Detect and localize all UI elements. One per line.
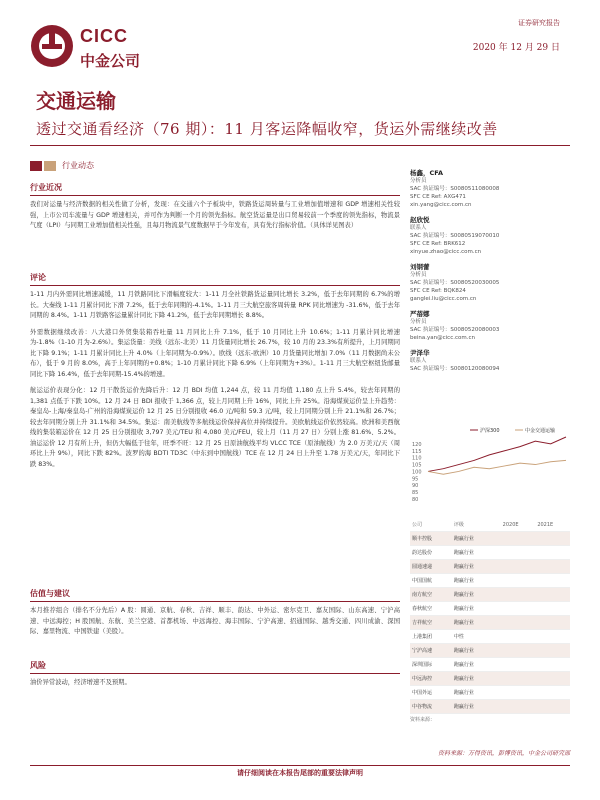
table-cell: 跑赢行业 <box>452 700 494 714</box>
table-row <box>410 532 570 546</box>
analyst-email[interactable]: beina.yan@cicc.com.cn <box>410 335 475 341</box>
logo-text-en: CICC <box>80 26 128 46</box>
table-row <box>410 546 570 560</box>
table-cell: 吉祥航空 <box>410 616 452 630</box>
analyst-name: 刘钢蕾 <box>410 263 430 271</box>
report-date: 2020 年 12 月 29 日 <box>472 43 560 53</box>
rating-table <box>410 518 570 723</box>
analyst-sfc: SFC CE Ref: AXG471 <box>410 194 466 200</box>
table-cell <box>501 686 536 700</box>
table-cell: 跑赢行业 <box>452 574 494 588</box>
report-type: 证券研究报告 <box>518 19 560 27</box>
table-cell <box>494 546 501 560</box>
analyst-name: 严蓓娜 <box>410 310 430 318</box>
tag-block-icon <box>30 161 42 171</box>
table-cell: 跑赢行业 <box>452 532 494 546</box>
table-cell: 跑赢行业 <box>452 658 494 672</box>
legal-disclaimer: 请仔细阅读在本报告尾部的重要法律声明 <box>237 769 363 777</box>
table-cell <box>535 574 570 588</box>
table-cell <box>494 532 501 546</box>
table-row <box>410 644 570 658</box>
table-cell <box>494 574 501 588</box>
table-cell: 跑赢行业 <box>452 588 494 602</box>
table-row <box>410 518 570 532</box>
table-cell: 韵达股份 <box>410 546 452 560</box>
valuation-heading: 估值与建议 <box>30 588 400 602</box>
table-cell <box>494 700 501 714</box>
analyst-email[interactable]: ganglei.liu@cicc.com.cn <box>410 296 477 302</box>
table-cell: 中国外运 <box>410 686 452 700</box>
table-cell <box>494 644 501 658</box>
table-cell <box>501 574 536 588</box>
report-title: 透过交通看经济（76 期）：11 月客运降幅收窄，货运外需继续改善 <box>36 120 498 138</box>
analyst-sac: SAC 执证编号：S0080120080094 <box>410 366 500 372</box>
table-cell <box>535 630 570 644</box>
section-comment <box>30 272 400 470</box>
table-row <box>410 616 570 630</box>
table-cell: 中远海控 <box>410 672 452 686</box>
analyst-card <box>410 309 570 342</box>
analyst-name: 尹泽华 <box>410 349 430 357</box>
table-source: 资料来源： <box>410 717 436 723</box>
analyst-role: 分析员 <box>410 272 427 278</box>
analyst-role: 联系人 <box>410 225 427 231</box>
table-cell: 跑赢行业 <box>452 644 494 658</box>
comment-paragraph-3: 航运运价表现分化：12 月干散货运价先降后升：12 月 BDI 均值 1,244 点，较 11 月均值 1,180 点上升 5.4%，较去年同期的 1,381 点低于下跌 10%。12 月 24 日 BDI 报收于 1,366 点，较上月同期上升 16%，同比上升 25%。沿海煤炭运价呈上升趋势：秦皇岛-上海/秦皇岛-广州的沿海煤炭运价 12 月 25 日分别报收 46.0 元/吨和 59.3 元/吨，较上月同期分别上升 21.1%和 26.7%；较去年同期分别上升 31.1%和 34.5%。集运：南美航线等多航线运价保持高位并持续提升。美欧航线运价依然较高。欧洲和美西航线的集装箱运价在 12 月 25 日分别报收 3,797 美元/TEU 和 4,080 美元/FEU，较上月（11 月 27 日）分别上涨 81.6%、5.2%。油运运价 12 月有所上升，但仍大幅低于往年，旺季不旺：12 月 25 日原油航线平均 VLCC TCE（原油航线）为 2.0 万美元/天（周环比上升 9%），同比下跌 82%。波罗的海 BDTI TD3C（中东到中国航线）TCE 在 12 月 24 日上升至 1.78 万美元/天，年同比下跌 83%。 <box>30 387 400 468</box>
y-tick-label: 110 <box>412 455 422 462</box>
analyst-card <box>410 168 570 209</box>
table-cell: 评级 <box>452 518 494 532</box>
analyst-sac: SAC 执证编号：S0080520080003 <box>410 327 500 333</box>
table-cell: 中谷物流 <box>410 700 452 714</box>
y-tick-label: 80 <box>412 497 419 503</box>
table-cell <box>501 560 536 574</box>
analyst-email[interactable]: xinyue.zhao@cicc.com.cn <box>410 249 482 255</box>
table-cell: 跑赢行业 <box>452 602 494 616</box>
table-cell: 跑赢行业 <box>452 672 494 686</box>
table-cell: 公司 <box>410 518 452 532</box>
table-row <box>410 574 570 588</box>
performance-chart <box>410 425 570 505</box>
table-cell <box>535 532 570 546</box>
analyst-name: 赵欣悦 <box>410 216 430 224</box>
table-row <box>410 700 570 714</box>
cicc-logo-mark-icon <box>30 24 74 68</box>
y-tick-label: 90 <box>412 483 419 490</box>
section-overview <box>30 182 400 232</box>
table-cell <box>494 560 501 574</box>
table-cell: 春秋航空 <box>410 602 452 616</box>
table-cell <box>535 658 570 672</box>
series-line <box>428 437 566 471</box>
table-cell <box>494 616 501 630</box>
table-cell <box>535 546 570 560</box>
y-tick-label: 100 <box>412 469 422 476</box>
table-cell <box>535 686 570 700</box>
table-cell <box>501 546 536 560</box>
table-cell <box>535 602 570 616</box>
table-row <box>410 588 570 602</box>
table-cell <box>501 644 536 658</box>
performance-chart-svg <box>410 425 570 505</box>
table-cell <box>535 560 570 574</box>
analyst-list <box>410 168 570 379</box>
risk-paragraph: 油价异常波动，经济增速不及预期。 <box>30 679 131 686</box>
table-row <box>410 560 570 574</box>
risk-heading: 风险 <box>30 660 400 674</box>
analyst-role: 分析员 <box>410 319 427 325</box>
table-cell <box>494 686 501 700</box>
y-tick-label: 105 <box>412 462 422 469</box>
analyst-sac: SAC 执证编号：S0080511080008 <box>410 186 500 192</box>
cicc-logo <box>30 20 180 75</box>
overview-heading: 行业近况 <box>30 182 400 196</box>
section-valuation <box>30 588 400 638</box>
table-cell: 中性 <box>452 630 494 644</box>
table-row <box>410 602 570 616</box>
analyst-card <box>410 215 570 256</box>
table-cell <box>501 616 536 630</box>
analyst-name: 杨鑫，CFA <box>410 169 443 177</box>
table-cell: 跑赢行业 <box>452 560 494 574</box>
analyst-sfc: SFC CE Ref: BQK824 <box>410 288 466 294</box>
table-cell <box>535 644 570 658</box>
table-cell <box>535 616 570 630</box>
tag-label: 行业动态 <box>62 161 94 170</box>
table-cell <box>535 700 570 714</box>
table-cell <box>535 588 570 602</box>
table-cell <box>501 532 536 546</box>
sector-title: 交通运输 <box>36 89 116 113</box>
overview-paragraph: 我们对运量与经济数据的相关性做了分析，发现：在交通六个子板块中，铁路货运周转量与工业增加值增速和 GDP 增速相关性较强，上市公司车流量与 GDP 增速相关，并可作为判断一个月的领先指标。航空货运量是出口贸易较前一个季度的领先指标，物流景气度（LPI）与同期工业增加值相关性强，且每月物流景气度数据早于今年发布，具有先行指标价值。（具体详见图表） <box>30 201 400 229</box>
table-cell: 南方航空 <box>410 588 452 602</box>
table-cell: 宁沪高速 <box>410 644 452 658</box>
report-tag <box>30 155 94 174</box>
y-tick-label: 120 <box>412 441 422 448</box>
section-risk <box>30 660 400 689</box>
analyst-sfc: SFC CE Ref: BRK612 <box>410 241 466 247</box>
analyst-email[interactable]: xin.yang@cicc.com.cn <box>410 202 472 208</box>
analyst-role: 分析员 <box>410 178 427 184</box>
title-divider <box>30 145 570 146</box>
data-source-note: 资料来源：万得资讯，彭博资讯，中金公司研究部 <box>437 750 570 757</box>
y-tick-label: 95 <box>412 476 419 483</box>
valuation-paragraph: 本月推荐组合（排名不分先后）A 股：圆通、京航、春秋、吉祥、顺丰、韵达、中外运、密尔克卫、嘉友国际、山东高速、宁沪高速、中远海控；H 股国航、东航、美兰空港、首都机场、中远海控、海丰国际、宁沪高速、招通国际、越秀交通、四川成渝、深国际、嘉里物流、中国铁建（美股）。 <box>30 607 400 635</box>
table-cell <box>501 658 536 672</box>
table-cell: 跑赢行业 <box>452 686 494 700</box>
comment-paragraph-2: 外需数据继续改善：八大港口外贸集装箱吞吐量 11 月同比上升 7.1%，低于 10 月同比上升 10.6%；1-11 月累计同比增速为-1.8%（1-10 月为-2.6%）。集运货量：美线（远东-北美）11 月货量同比增长 26.7%，较 10 月的 23.3%有所提升，上月同期同比下降 9.1%；1-11 月累计同比上升 4.0%（上年同期为-0.9%）。欧线（远东-欧洲）10 月货量同比增加 7.0%（11 月数据尚未公布），低于 9 月的 8.0%，高于上年同期的+0.8%；1-10 月累计同比下降 6.9%（上年同期为+3%）。1-11 月三大航空枢纽货邮量同比下降 16.4%，低于去年同期-15.4%的增速。 <box>30 328 400 378</box>
table-cell <box>501 672 536 686</box>
table-cell <box>494 602 501 616</box>
table-cell <box>494 630 501 644</box>
table-cell <box>494 588 501 602</box>
table-cell: 深圳国际 <box>410 658 452 672</box>
table-cell <box>535 672 570 686</box>
table-cell: 跑赢行业 <box>452 546 494 560</box>
table-cell: 2021E <box>535 518 570 532</box>
table-cell <box>494 518 501 532</box>
tag-block-icon-2 <box>44 161 56 171</box>
table-row <box>410 686 570 700</box>
analyst-role: 联系人 <box>410 358 427 364</box>
legend-label: 沪深300 <box>480 428 500 434</box>
table-cell: 顺丰控股 <box>410 532 452 546</box>
table-cell: 跑赢行业 <box>452 616 494 630</box>
table-cell: 中国国航 <box>410 574 452 588</box>
table-cell: 圆通速递 <box>410 560 452 574</box>
table-cell <box>501 602 536 616</box>
y-tick-label: 115 <box>412 448 422 455</box>
logo-text-cn: 中金公司 <box>80 52 141 70</box>
table-row <box>410 630 570 644</box>
y-tick-label: 85 <box>412 490 419 497</box>
table-cell: 2020E <box>501 518 536 532</box>
analyst-sac: SAC 执证编号：S0080520030005 <box>410 280 500 286</box>
bottom-divider <box>30 765 570 766</box>
table-row <box>410 672 570 686</box>
analyst-card <box>410 262 570 303</box>
table-cell <box>494 672 501 686</box>
analyst-sac: SAC 执证编号：S0080519070010 <box>410 233 500 239</box>
table-cell <box>501 630 536 644</box>
table-cell <box>501 700 536 714</box>
legend-label: 中金交通运输 <box>525 428 556 434</box>
analyst-card <box>410 348 570 373</box>
table-cell <box>494 658 501 672</box>
comment-heading: 评论 <box>30 272 400 286</box>
table-cell: 上港集团 <box>410 630 452 644</box>
table-row <box>410 658 570 672</box>
table-cell <box>501 588 536 602</box>
comment-paragraph-1: 1-11 月内外需同比增速减缓，11 月铁路同比下滑幅度较大：1-11 月全社铁路货运量同比增长 3.2%，低于去年同期的 6.7%的增长。大秦线 1-11 月累计同比下滑 7.2%，低于去年同期的-4.1%。1-11 月三大航空旅客周转量 RPK 同比增速为 -31.6%，低于去年同期的 8.4%。1-11 月铁路客运量累计同比下降 41.2%，低于去年同期增长 8.8%。 <box>30 291 400 319</box>
